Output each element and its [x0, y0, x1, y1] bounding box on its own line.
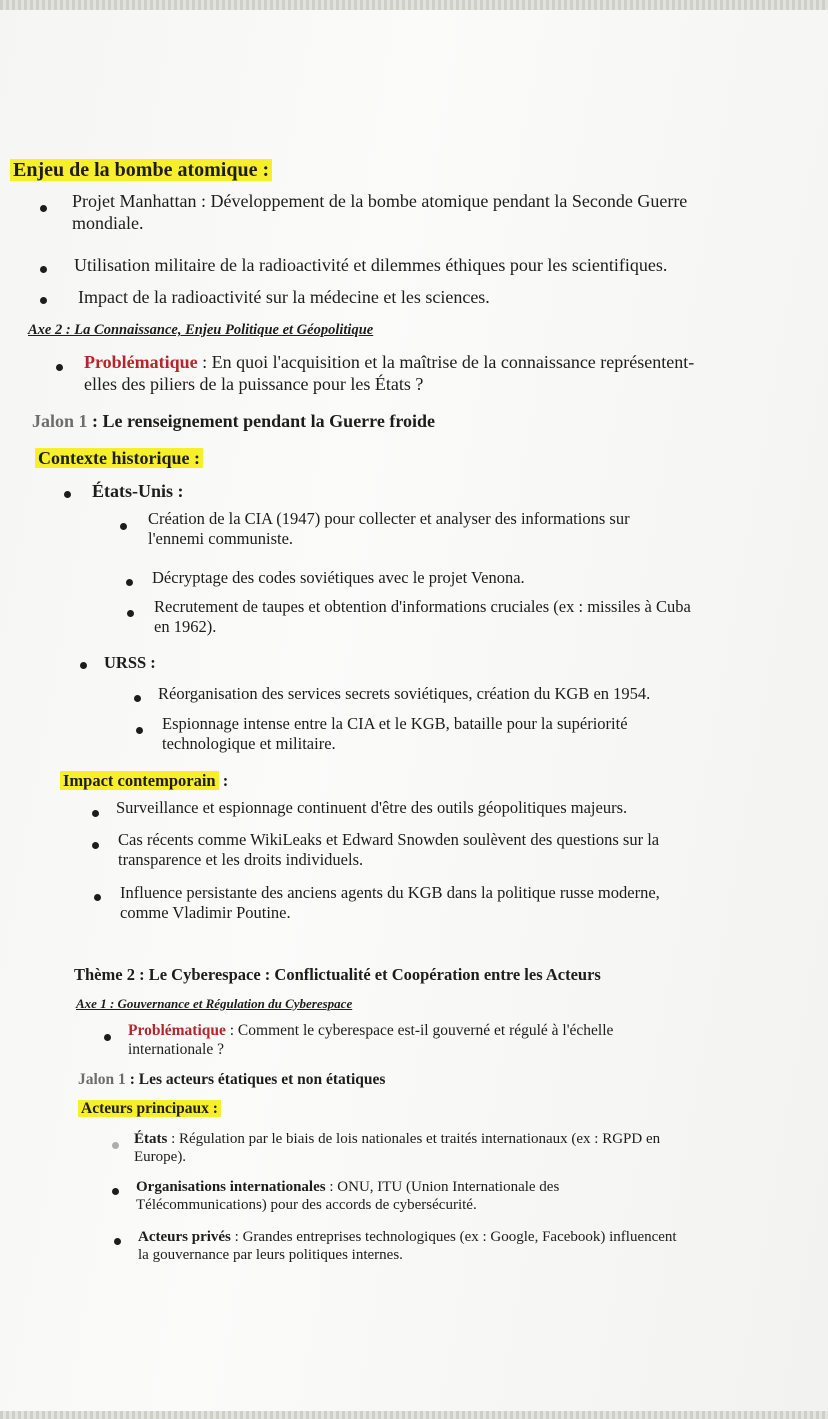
bullet — [104, 1034, 111, 1041]
list-item: Utilisation militaire de la radioactivité et dilemmes éthiques pour les scientifiques. — [74, 255, 668, 275]
bullet — [80, 662, 87, 669]
acteur-item: Organisations internationales : ONU, ITU (Union Internationale des Télécommunications) pour des accords de cybersécurité. — [136, 1179, 560, 1213]
bullet — [114, 1238, 121, 1245]
list-item: Espionnage intense entre la CIA et le KGB, bataille pour la supériorité technologique et militaire. — [162, 714, 628, 753]
acteurs-heading: Acteurs principaux : — [78, 1100, 221, 1119]
list-item: Cas récents comme WikiLeaks et Edward Snowden soulèvent des questions sur la transparence et les droits individuels. — [118, 830, 660, 869]
theme-title: Thème 2 : Le Cyberespace : Conflictualité et Coopération entre les Acteurs — [74, 965, 601, 984]
jalon-title: Jalon 1 : Le renseignement pendant la Guerre froide — [32, 411, 435, 431]
paper-bottom-edge — [0, 1411, 828, 1419]
urss-label: URSS : — [104, 653, 156, 672]
bullet — [126, 579, 133, 586]
bullet — [64, 491, 71, 498]
list-item: Décryptage des codes soviétiques avec le projet Venona. — [152, 568, 525, 587]
bullet — [94, 894, 101, 901]
bullet — [136, 727, 143, 734]
list-item: Impact de la radioactivité sur la médecine et les sciences. — [78, 287, 490, 307]
list-item: Création de la CIA (1947) pour collecter et analyser des informations sur l'ennemi communiste. — [148, 509, 630, 548]
bullet — [134, 695, 141, 702]
bullet — [120, 523, 127, 530]
bullet — [92, 810, 99, 817]
bullet — [40, 297, 47, 304]
bullet — [56, 364, 63, 371]
bullet — [112, 1142, 119, 1149]
jalon-title: Jalon 1 : Les acteurs étatiques et non étatiques — [78, 1071, 386, 1088]
bullet — [40, 266, 47, 273]
list-item: Recrutement de taupes et obtention d'informations cruciales (ex : missiles à Cuba en 1962). — [154, 597, 691, 636]
bullet — [92, 842, 99, 849]
usa-label: États-Unis : — [92, 481, 184, 501]
bullet — [112, 1188, 119, 1195]
axe-title: Axe 1 : Gouvernance et Régulation du Cyberespace — [76, 996, 353, 1011]
bullet — [127, 610, 134, 617]
list-item: Projet Manhattan : Développement de la bombe atomique pendant la Seconde Guerre mondiale. — [72, 191, 688, 233]
acteur-item: Acteurs privés : Grandes entreprises technologiques (ex : Google, Facebook) influencent la gouvernance par leurs politiques internes. — [138, 1229, 677, 1263]
axe-title: Axe 2 : La Connaissance, Enjeu Politique et Géopolitique — [28, 322, 374, 338]
problematique: Problématique : Comment le cyberespace est-il gouverné et régulé à l'échelle internationale ? — [128, 1022, 614, 1058]
problematique: Problématique : En quoi l'acquisition et la maîtrise de la connaissance représentent-elles des piliers de la puissance pour les États ? — [84, 352, 695, 394]
list-item: Réorganisation des services secrets soviétiques, création du KGB en 1954. — [158, 684, 651, 703]
contexte-heading: Contexte historique : — [35, 448, 203, 470]
list-item: Surveillance et espionnage continuent d'être des outils géopolitiques majeurs. — [116, 798, 628, 817]
list-item: Influence persistante des anciens agents du KGB dans la politique russe moderne, comme Vladimir Poutine. — [120, 883, 660, 922]
impact-heading: Impact contemporain : — [60, 771, 228, 791]
paper-top-edge — [0, 0, 828, 10]
bullet — [40, 205, 47, 212]
acteur-item: États : Régulation par le biais de lois nationales et traités internationaux (ex : RGPD en Europe). — [134, 1131, 661, 1165]
section-heading-bombe: Enjeu de la bombe atomique : — [10, 158, 272, 182]
